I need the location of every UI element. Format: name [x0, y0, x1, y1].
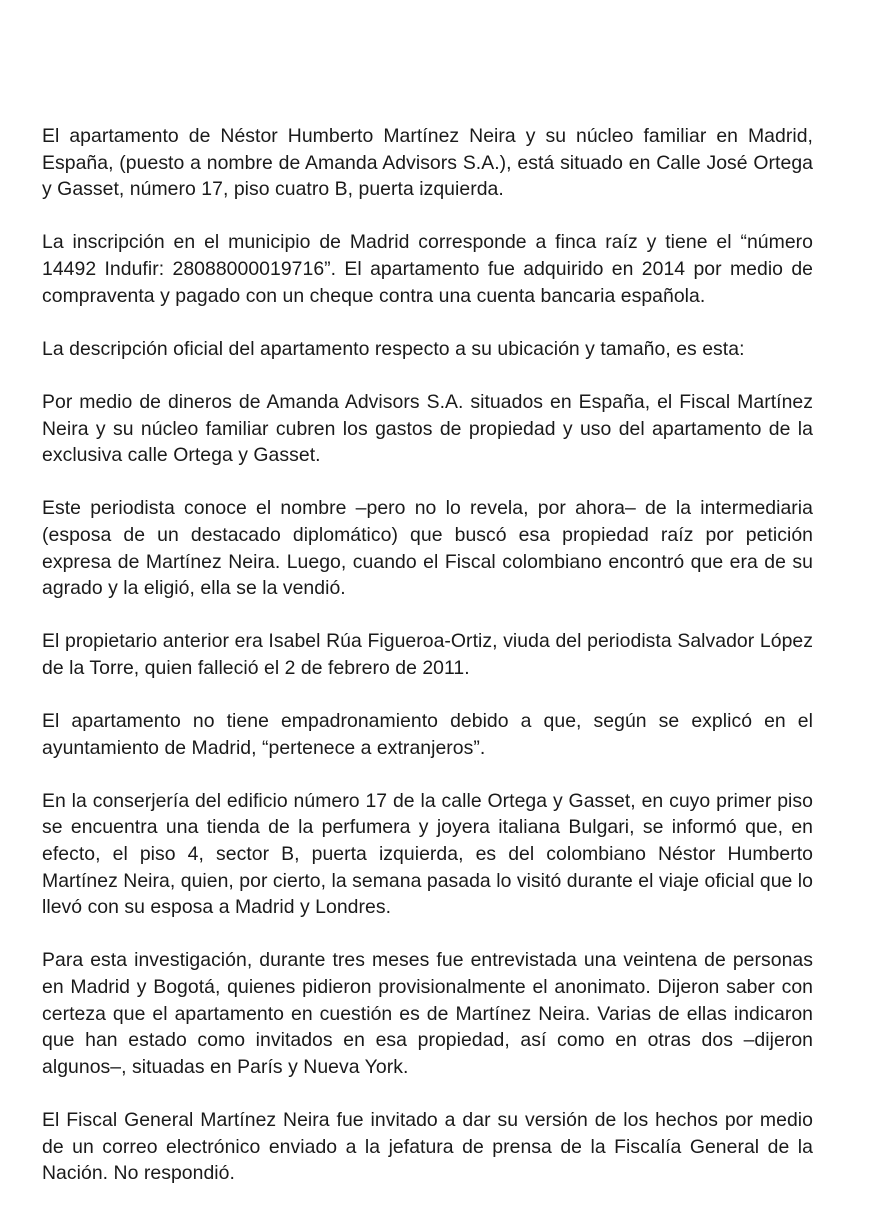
paragraph-registration: La inscripción en el municipio de Madrid corresponde a finca raíz y tiene el “número 14492 Indufir: 28088000019716”. El apartamento fue adquirido en 2014 por medio de compraventa y pagado con un cheque contra una cuenta bancaria española. [42, 231, 813, 307]
paragraph-intermediary: Este periodista conoce el nombre –pero no lo revela, por ahora– de la intermediaria (esposa de un destacado diplomático) que buscó esa propiedad raíz por petición expresa de Martínez Neira. Luego, cuando el Fiscal colombiano encontró que era de su agrado y la eligió, ella se la vendió. [42, 497, 813, 600]
paragraph-previous-owner: El propietario anterior era Isabel Rúa Figueroa-Ortiz, viuda del periodista Salvador López de la Torre, quien falleció el 2 de febrero de 2011. [42, 630, 813, 679]
paragraph-concierge: En la conserjería del edificio número 17 de la calle Ortega y Gasset, en cuyo primer piso se encuentra una tienda de la perfumera y joyera italiana Bulgari, se informó que, en efecto, el piso 4, sector B, puerta izquierda, es del colombiano Néstor Humberto Martínez Neira, quien, por cierto, la semana pasada lo visitó durante el viaje oficial que lo llevó con su esposa a Madrid y Londres. [42, 789, 813, 919]
paragraph-funding: Por medio de dineros de Amanda Advisors S.A. situados en España, el Fiscal Martínez Neira y su núcleo familiar cubren los gastos de propiedad y uso del apartamento de la exclusiva calle Ortega y Gasset. [42, 390, 813, 467]
document-body [42, 123, 813, 1213]
paragraph-official-description: La descripción oficial del apartamento respecto a su ubicación y tamaño, es esta: [42, 337, 745, 360]
paragraph-investigation: Para esta investigación, durante tres meses fue entrevistada una veintena de personas en Madrid y Bogotá, quienes pidieron provisionalmente el anonimato. Dijeron saber con certeza que el apartamento en cuestión es de Martínez Neira. Varias de ellas indicaron que han estado como invitados en esa propiedad, así como en otras dos –dijeron algunos–, situadas en París y Nueva York. [42, 949, 813, 1078]
paragraph-response: El Fiscal General Martínez Neira fue invitado a dar su versión de los hechos por medio de un correo electrónico enviado a la jefatura de prensa de la Fiscalía General de la Nación. No respondió. [42, 1108, 813, 1185]
paragraph-census: El apartamento no tiene empadronamiento debido a que, según se explicó en el ayuntamiento de Madrid, “pertenece a extranjeros”. [42, 710, 813, 759]
paragraph-apartment-location: El apartamento de Néstor Humberto Martínez Neira y su núcleo familiar en Madrid, España, (puesto a nombre de Amanda Advisors S.A.), está situado en Calle José Ortega y Gasset, número 17, piso cuatro B, puerta izquierda. [42, 125, 813, 201]
